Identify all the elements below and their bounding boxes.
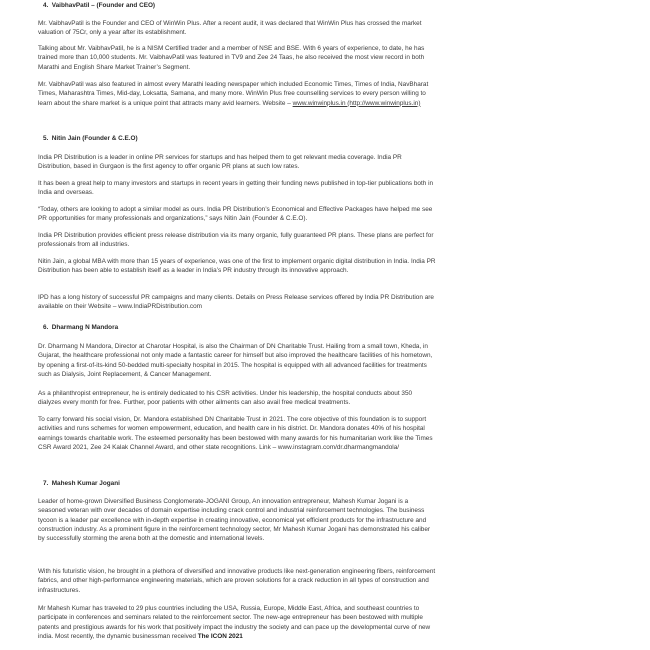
award-name: The ICON 2021 [197,632,243,640]
paragraph: With his futuristic vision, he brought in a plethora of diversified and innovative products like next-generation engineering fibers, reinforcement fabrics, and other high-performance engineering materials, which are proven solutions for a crack reduction in all types of construction and infrastructures. [38,568,436,594]
section-number: 6. [43,324,49,331]
paragraph-text: Mr Mahesh Kumar has traveled to 29 plus countries including the USA, Russia, Europe, Middle East, Africa, and southeast countries to participate in conferences and seminars related to the reinforcement sector. The new-age entrepreneur has been bestowed with multiple patents and prestigious awards for his work that positively impact the industry the society and can pace up the developmental curve of new india. Most recently, the dynamic businessman received [38,605,431,640]
paragraph: IPD has a long history of successful PR campaigns and many clients. Details on Press Release services offered by India PR Distribution are available on their Website – www.IndiaPRDistribution.com [38,294,434,311]
section-name: Nitin Jain (Founder & C.E.O) [51,135,138,142]
paragraph: India PR Distribution is a leader in online PR services for startups and has helped them to get relevant media coverage. India PR Distribution, based in Gurgaon is the first agency to offer organic PR plans at such low rates. [38,154,402,171]
paragraph [38,604,436,641]
paragraph: It has been a great help to many investors and startups in recent years in getting their funding news published in top-tier publications both in India and overseas. [38,180,434,197]
section-heading [38,479,120,489]
paragraph: Leader of home-grown Diversified Business Conglomerate-JOGANI Group, An innovation entrepreneur, Mahesh Kumar Jogani is a seasoned veteran with over decades of domain expertise including crack control and industrial reinforcement technologies. The business tycoon is a leader par excellence with in-depth expertise in creating innovative, economical yet efficient products for the infrastructure and construction industry. As a prominent figure in the reinforcement technology sector, Mr Mahesh Kumar Jogani has demonstrated his caliber by successfully storming the arena both at the domestic and international levels. [38,498,431,543]
paragraph-text: Mr. VaibhavPatil was also featured in almost every Marathi leading newspaper which included Economic Times, Times of India, NavBharat Times, Maharashtra Times, Mid-day, Loksatta, Samana, and many more. WinWin Plus free counselling services to every person willing to learn about the share market is a unique point that attracts many avid learners. Website – [38,81,429,107]
website-link[interactable]: www.winwinplus.in (http://www.winwinplus.in) [292,99,421,107]
paragraph: Nitin Jain, a global MBA with more than 15 years of experience, was one of the first to implement organic digital distribution in India. India PR Distribution has been able to establish itself as a leader in India’s PR industry through its innovative approach. [38,258,436,275]
section-heading [38,323,118,333]
section-name: VaibhavPatil – (Founder and CEO) [51,2,156,9]
paragraph: To carry forward his social vision, Dr. Mandora established DN Charitable Trust in 2021. The core objective of this foundation is to support activities and runs schemes for women empowerment, education, and health care in his district. Dr. Mandora donates 40% of his hospital earnings towards charitable work. The esteemed personality has been bestowed with many awards for his humanitarian work like the Times CSR Award 2021, Zee 24 Kalak Channel Award, and other state recognitions. Link – www.instagram.com/dr.dharmangmandola/ [38,416,433,451]
paragraph: Talking about Mr. VaibhavPatil, he is a NISM Certified trader and a member of NSE and BSE. With 6 years of experience, to date, he has trained more than 10,000 students. Mr. VaibhavPatil was featured in TV9 and Zee 24 Taas, he also received the most view record in both Marathi and English Share Market Trainer’s Segment. [38,45,425,71]
section-heading [38,1,155,11]
section-number: 7. [43,480,49,487]
section-number: 4. [43,2,49,9]
paragraph: Dr. Dharmang N Mandora, Director at Charotar Hospital, is also the Chairman of DN Charitable Trust. Hailing from a small town, Kheda, in Gujarat, the healthcare professional not only made a fantastic career for himself but also improved the healthcare facilities of his hometown, by opening a first-of-its-kind 50-bedded multi-specialty hospital in 2015. The hospital is equipped with all advanced facilities for treatments such as Dialysis, Joint Replacement, & Cancer Management. [38,343,433,378]
paragraph: Mr. VaibhavPatil is the Founder and CEO of WinWin Plus. After a recent audit, it was declared that WinWin Plus has crossed the market valuation of 75Cr, only a year after its establishment. [38,20,422,37]
section-name: Mahesh Kumar Jogani [51,480,120,487]
paragraph: As a philanthropist entrepreneur, he is entirely dedicated to his CSR activities. Under his leadership, the hospital conducts about 350 dialyzes every month for free. Further, poor patients with other ailments can also avail free medical treatments. [38,390,413,407]
paragraph [38,80,436,108]
section-heading [38,134,138,144]
section-number: 5. [43,135,49,142]
section-name: Dharmang N Mandora [51,324,119,331]
paragraph: India PR Distribution provides efficient press release distribution via its many organic, fully guaranteed PR plans. These plans are perfect for professionals from all industries. [38,232,434,249]
paragraph: “Today, others are looking to adopt a similar model as ours. India PR Distribution’s Economical and Effective Packages have helped me see PR opportunities for many professionals and organizations,” says Nitin Jain (Founder & C.E.O). [38,206,433,223]
